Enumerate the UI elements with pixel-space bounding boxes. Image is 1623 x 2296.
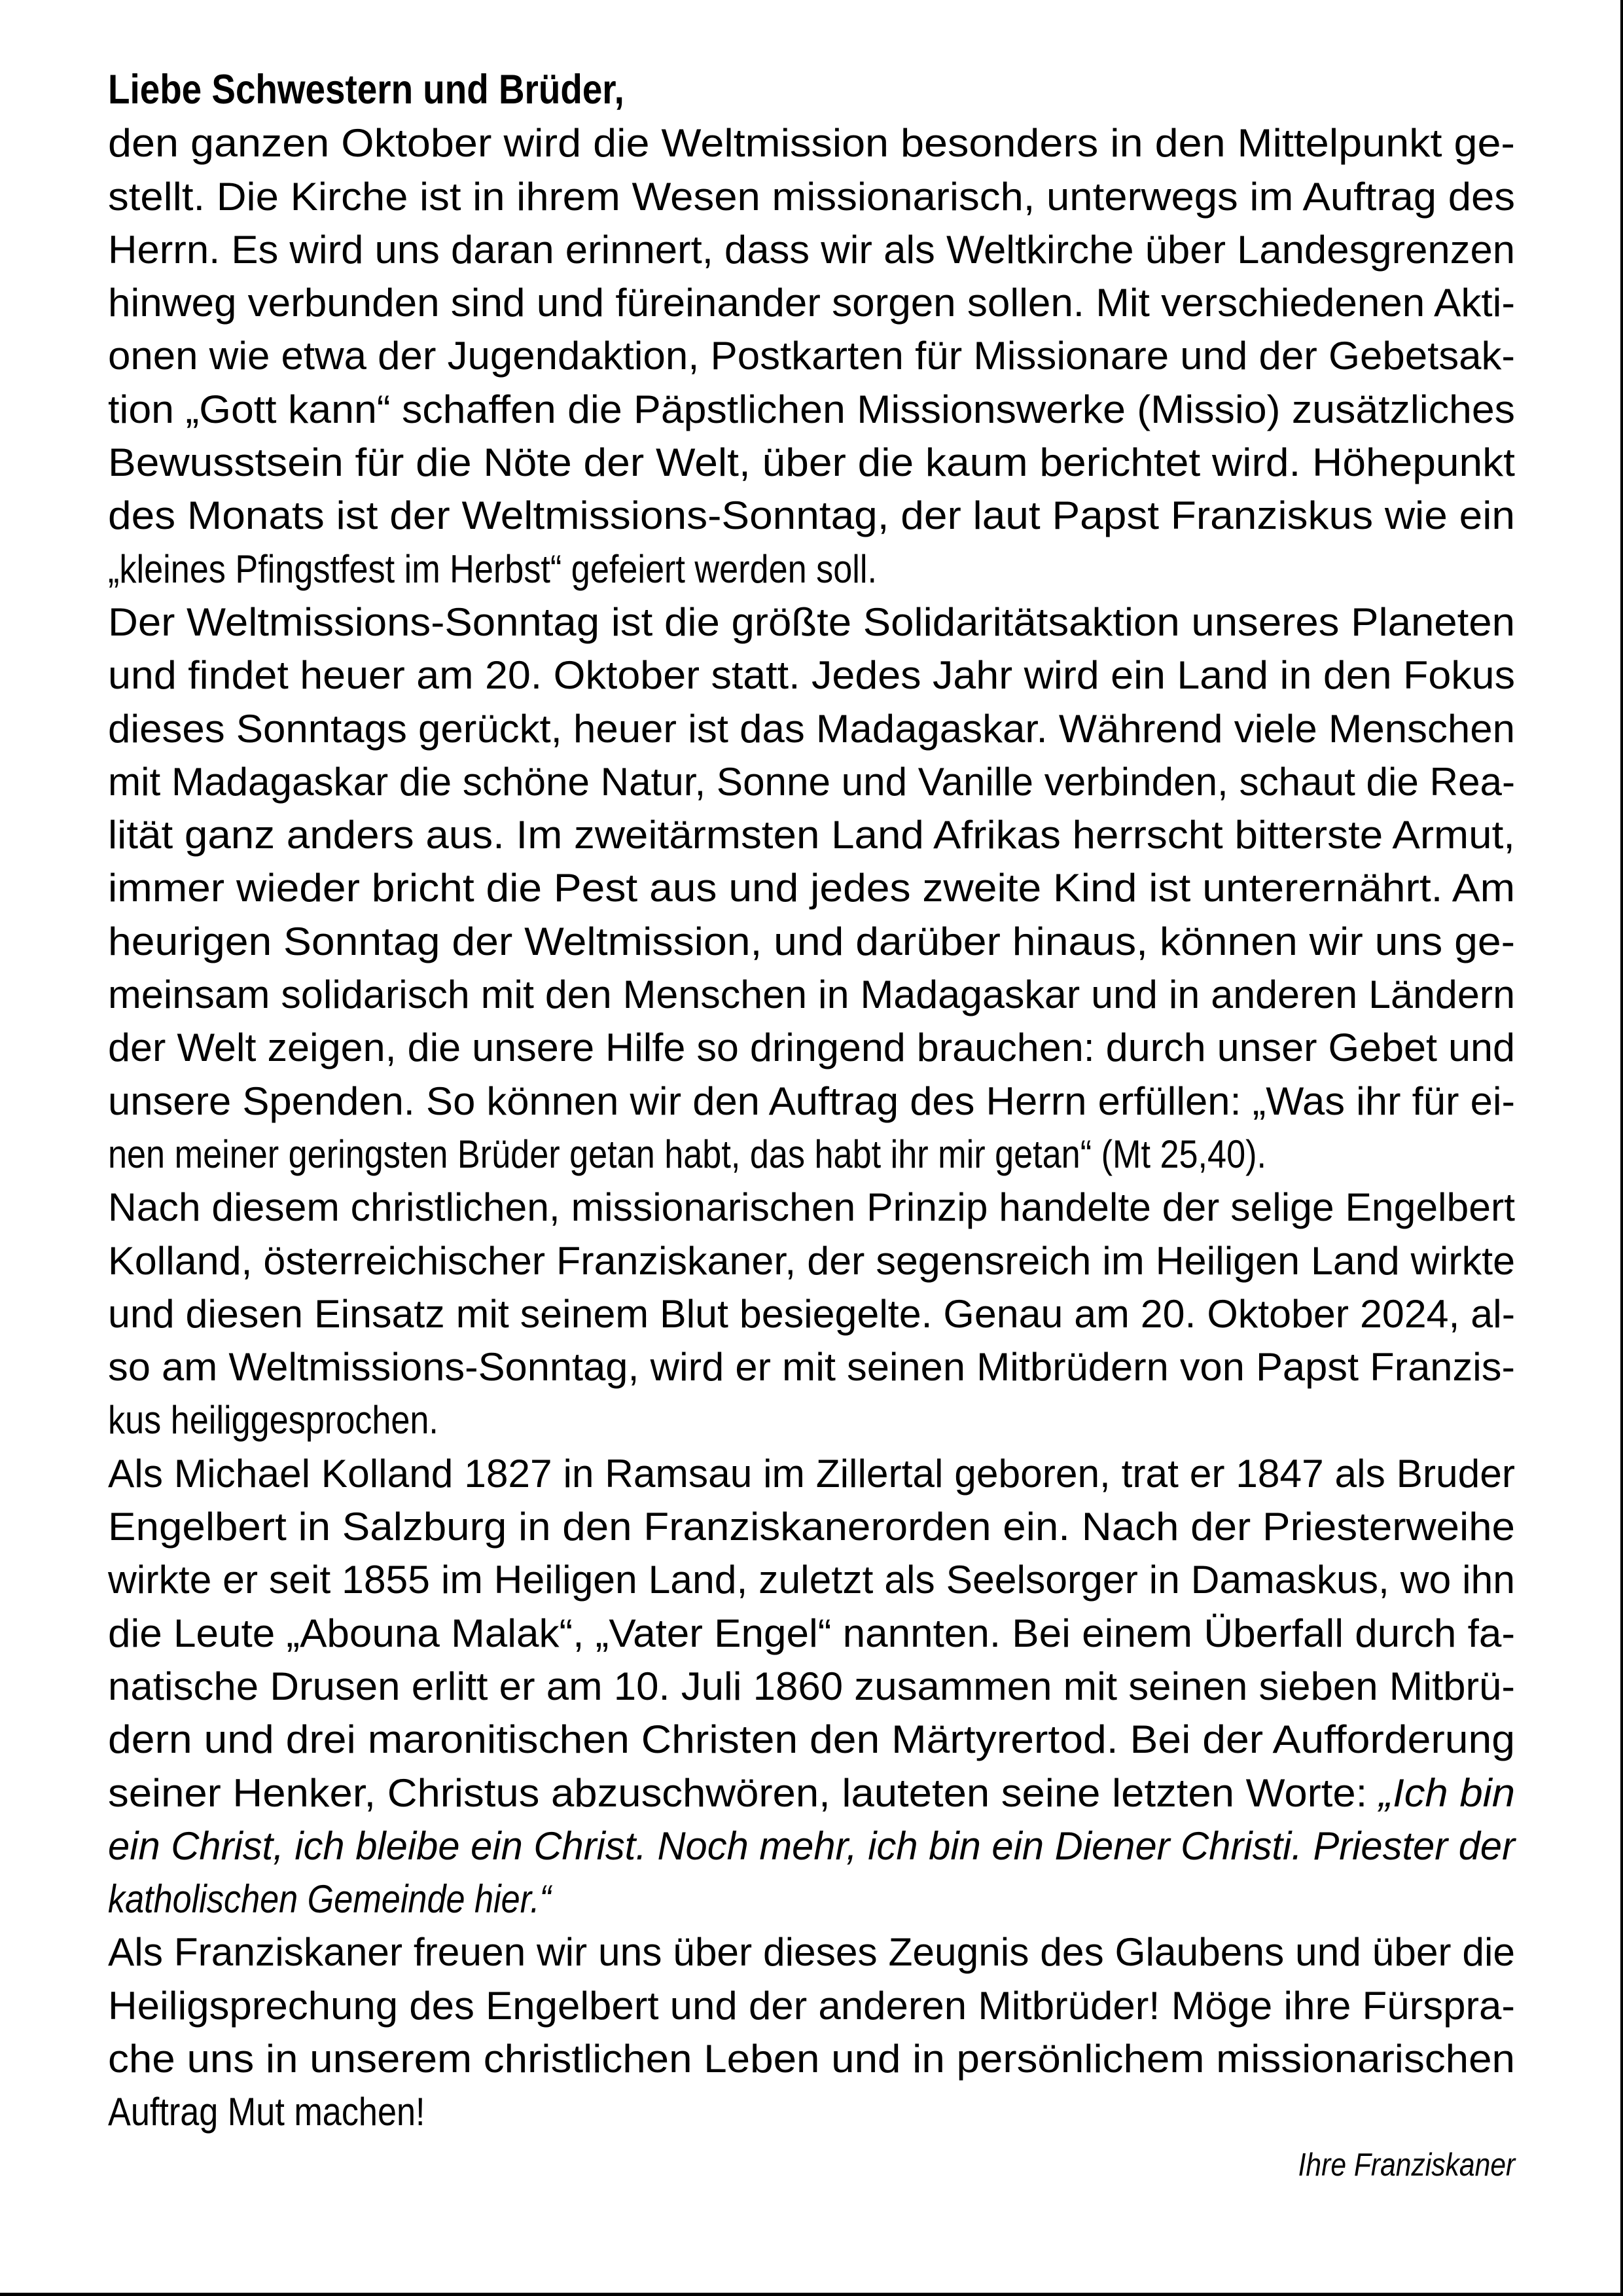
text-line: des Monats ist der Weltmissions-Sonntag, der laut Papst Franziskus wie ein [108, 493, 1515, 538]
text-line: che uns in unserem christlichen Leben und in persönlichem missionarischen [108, 2036, 1515, 2081]
text-line: hinweg verbunden sind und füreinander sorgen sollen. Mit verschiedenen Akti- [108, 281, 1515, 325]
text-line: heurigen Sonntag der Weltmission, und darüber hinaus, können wir uns ge- [108, 919, 1515, 963]
text-line: Kolland, österreichischer Franziskaner, der segensreich im Heiligen Land wirkte [108, 1238, 1515, 1283]
text-line: mit Madagaskar die schöne Natur, Sonne und Vanille verbinden, schaut die Rea- [108, 759, 1515, 804]
text-line: dieses Sonntags gerückt, heuer ist das Madagaskar. Während viele Menschen [108, 706, 1515, 751]
text-line: dern und drei maronitischen Christen den Märtyrertod. Bei der Aufforderung [108, 1717, 1515, 1762]
text-line: Engelbert in Salzburg in den Franziskanerorden ein. Nach der Priesterweihe [108, 1505, 1515, 1549]
text-line: meinsam solidarisch mit den Menschen in Madagaskar und in anderen Ländern [108, 973, 1515, 1017]
text-line: katholischen Gemeinde hier.“ [108, 1877, 552, 1922]
text-line: unsere Spenden. So können wir den Auftrag des Herrn erfüllen: „Was ihr für ei- [108, 1079, 1515, 1123]
text-line: immer wieder bricht die Pest aus und jedes zweite Kind ist unterernährt. Am [108, 866, 1515, 910]
signature-text: Ihre Franziskaner [1298, 2147, 1515, 2183]
text-line: ein Christ, ich bleibe ein Christ. Noch mehr, ich bin ein Diener Christi. Priester der [108, 1823, 1515, 1868]
text-line: so am Weltmissions-Sonntag, wird er mit seinen Mitbrüdern von Papst Franzis- [108, 1345, 1515, 1390]
letter-body [108, 63, 1515, 2192]
signature [108, 2139, 1515, 2192]
text-line: stellt. Die Kirche ist in ihrem Wesen missionarisch, unterwegs im Auftrag des [108, 174, 1515, 219]
text-line: und diesen Einsatz mit seinem Blut besiegelte. Genau am 20. Oktober 2024, al- [108, 1291, 1515, 1336]
text-line: die Leute „Abouna Malak“, „Vater Engel“ nannten. Bei einem Überfall durch fa- [108, 1611, 1515, 1655]
text-line: den ganzen Oktober wird die Weltmission besonders in den Mittelpunkt ge- [108, 121, 1515, 166]
text-line: nen meiner geringsten Brüder getan habt, das habt ihr mir getan“ (Mt 25,40). [108, 1132, 1266, 1176]
text-line: Heiligsprechung des Engelbert und der anderen Mitbrüder! Möge ihre Fürspra- [108, 1983, 1515, 2028]
text-line: Nach diesem christlichen, missionarischen Prinzip handelte der selige Engelbert [108, 1185, 1515, 1230]
text-line: Als Franziskaner freuen wir uns über dieses Zeugnis des Glaubens und über die [108, 1930, 1515, 1975]
text-line: Der Weltmissions-Sonntag ist die größte Solidaritätsaktion unseres Planeten [108, 600, 1515, 644]
text-line: Auftrag Mut machen! [108, 2090, 425, 2134]
text-line: seiner Henker, Christus abzuschwören, lauteten seine letzten Worte: „Ich bin [108, 1770, 1515, 1815]
text-line: Bewusstsein für die Nöte der Welt, über die kaum berichtet wird. Höhepunkt [108, 440, 1515, 485]
text-line: tion „Gott kann“ schaffen die Päpstlichen Missionswerke (Missio) zusätzliches [108, 387, 1515, 431]
text-line: Als Michael Kolland 1827 in Ramsau im Zillertal geboren, trat er 1847 als Bruder [108, 1451, 1515, 1496]
page-edge-bottom [0, 2293, 1623, 2296]
text-line: wirkte er seit 1855 im Heiligen Land, zuletzt als Seelsorger in Damaskus, wo ihn [108, 1558, 1515, 1602]
text-line: lität ganz anders aus. Im zweitärmsten Land Afrikas herrscht bitterste Armut, [108, 813, 1515, 857]
text-line: und findet heuer am 20. Oktober statt. Jedes Jahr wird ein Land in den Fokus [108, 653, 1515, 698]
text-line: natische Drusen erlitt er am 10. Juli 1860 zusammen mit seinen sieben Mitbrü- [108, 1664, 1515, 1708]
text-line: „kleines Pfingstfest im Herbst“ gefeiert werden soll. [108, 547, 877, 591]
text-line: der Welt zeigen, die unsere Hilfe so dringend brauchen: durch unser Gebet und [108, 1026, 1515, 1070]
letter-heading: Liebe Schwestern und Brüder, [108, 67, 624, 113]
text-line: kus heiliggesprochen. [108, 1398, 438, 1443]
text-line: Herrn. Es wird uns daran erinnert, dass wir als Weltkirche über Landesgrenzen [108, 227, 1515, 272]
text-line: onen wie etwa der Jugendaktion, Postkarten für Missionare und der Gebetsak- [108, 334, 1515, 378]
page-edge-right [1620, 0, 1623, 2296]
